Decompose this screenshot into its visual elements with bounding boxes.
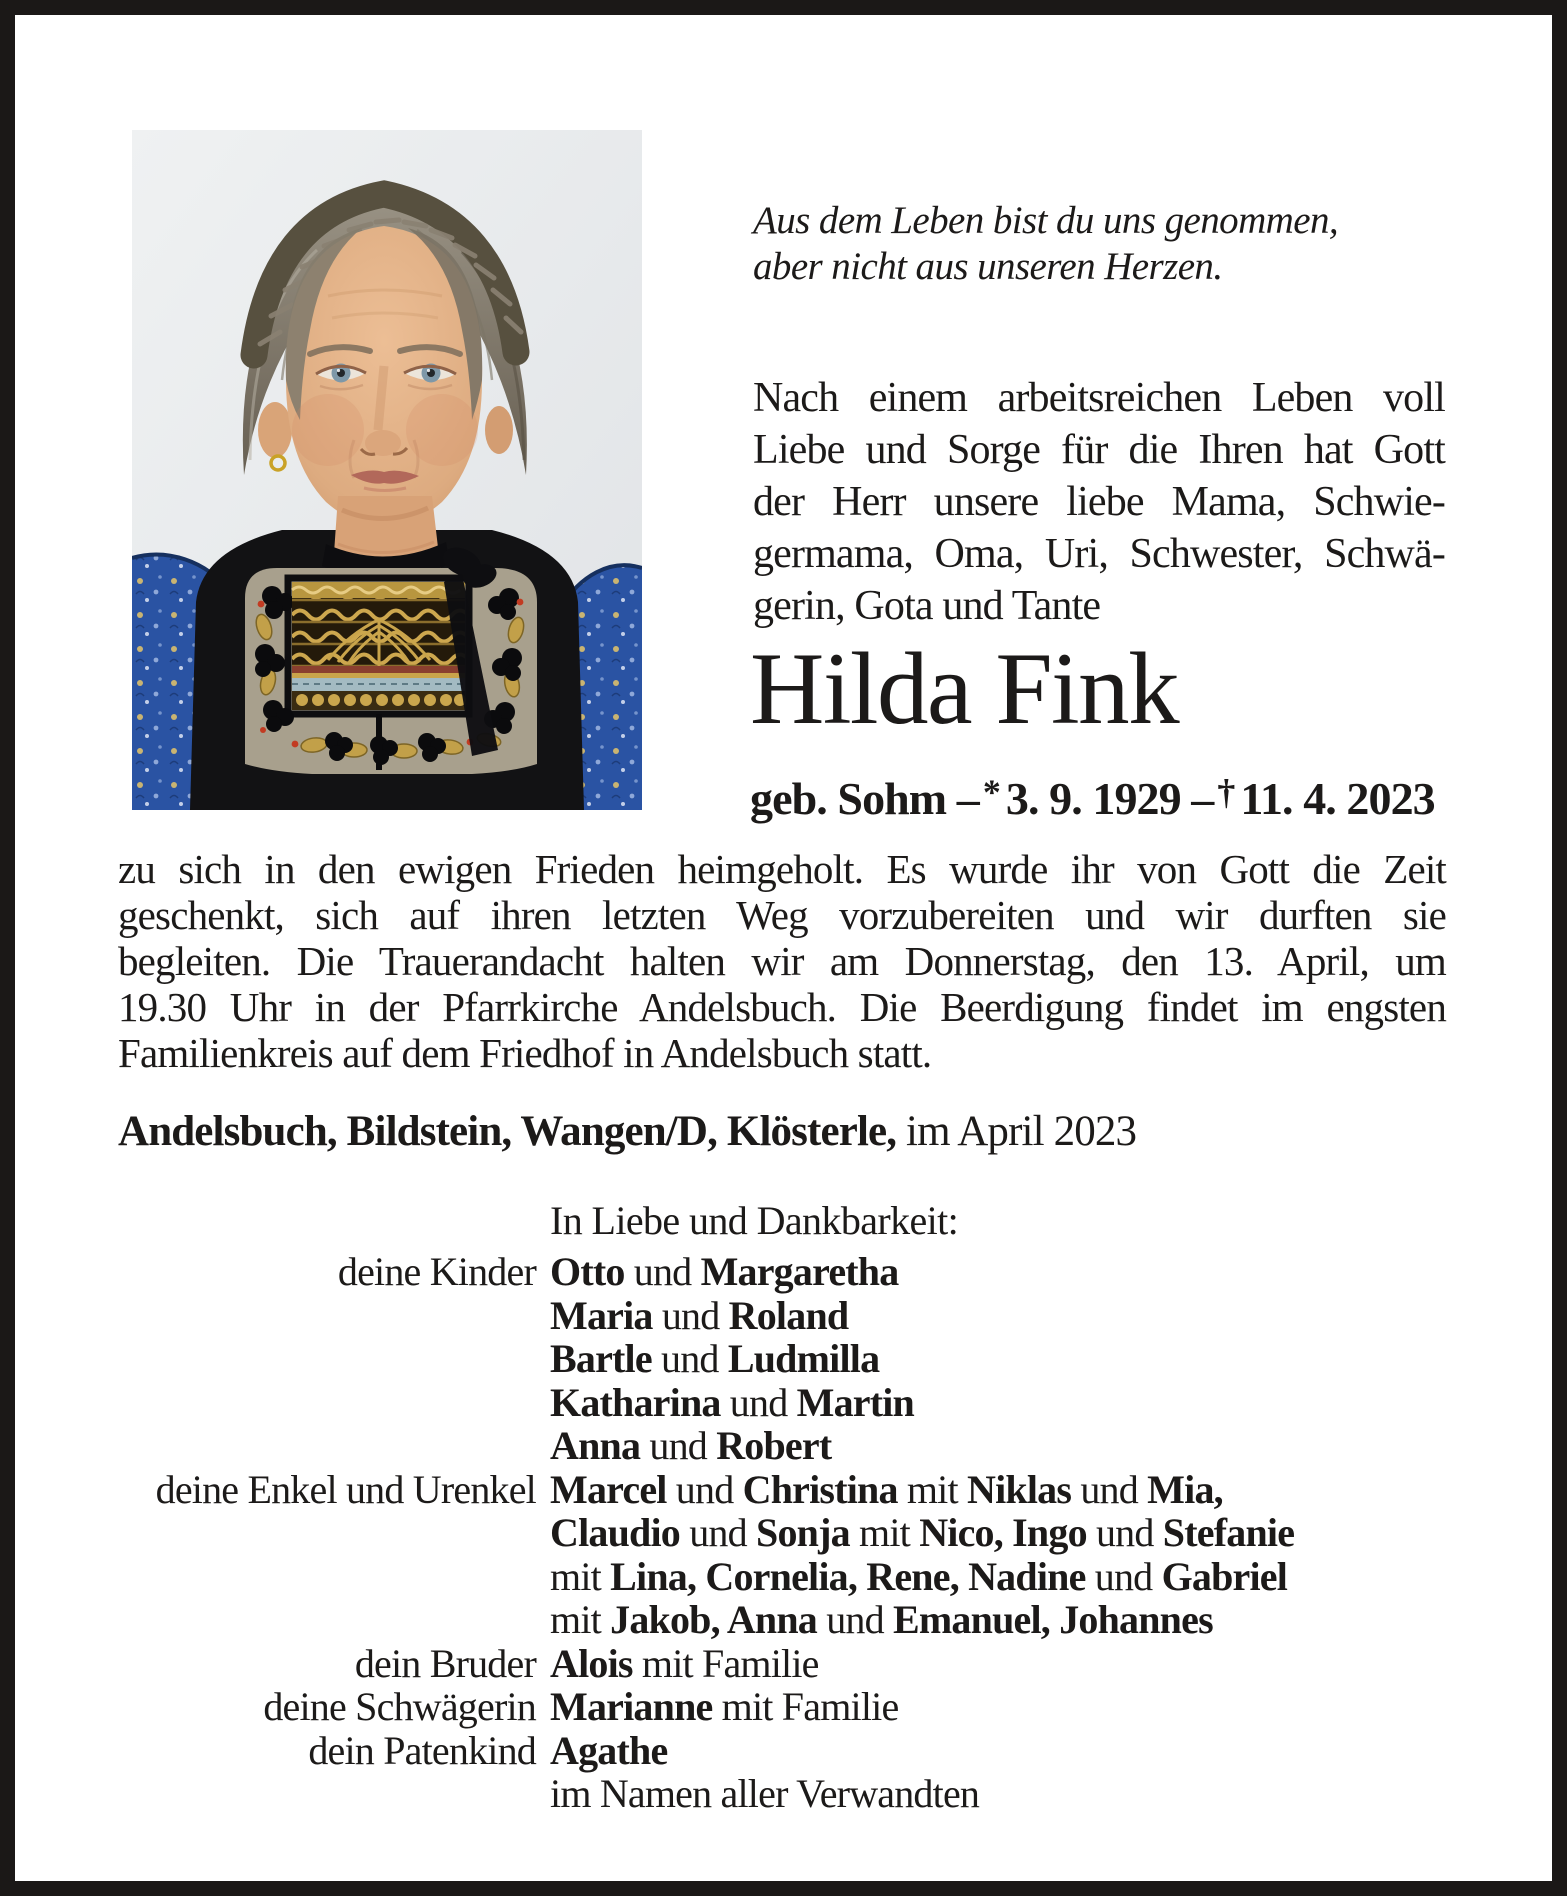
mourner-row (118, 1468, 1488, 1512)
mourners-list (118, 1250, 1488, 1816)
mourner-row (118, 1337, 1488, 1381)
mourner-name: Agathe (550, 1727, 668, 1773)
mourner-relation-label: deine Enkel und Urenkel (155, 1466, 536, 1512)
mourner-names (550, 1598, 1488, 1642)
mourner-name: Niklas (967, 1466, 1072, 1512)
mourner-row (118, 1294, 1488, 1338)
mourner-connector: mit (550, 1597, 611, 1642)
mourner-name: Stefanie (1162, 1510, 1295, 1555)
mourner-name: Martin (796, 1379, 914, 1425)
mourner-connector: und (652, 1292, 729, 1338)
mourner-name: Emanuel, Johannes (893, 1597, 1213, 1642)
mourner-name: Bartle (550, 1336, 652, 1381)
mourner-name: Roland (728, 1292, 849, 1338)
mourner-connector: und (651, 1336, 728, 1381)
text-line: Liebe und Sorge für die Ihren hat Gott (753, 427, 1445, 473)
mourner-name: Christina (742, 1466, 898, 1512)
mourner-name: Marianne (550, 1684, 713, 1729)
mourner-row (118, 1250, 1488, 1294)
birth-star-symbol: * (982, 771, 1000, 812)
mourner-names (550, 1729, 1488, 1773)
mourner-connector: mit Familie (632, 1640, 819, 1686)
mourner-names (550, 1294, 1488, 1338)
mourner-relation-label: dein Patenkind (308, 1727, 536, 1773)
mourner-name: Otto (550, 1249, 625, 1294)
mourner-connector: und (680, 1510, 757, 1555)
mourner-relation-label (118, 1772, 550, 1816)
mourner-row (118, 1555, 1488, 1599)
mourner-connector: mit (897, 1466, 968, 1512)
epitaph-quote (753, 198, 1453, 290)
intro-paragraph (753, 372, 1445, 632)
text-line: gerin, Gota und Tante (753, 583, 1101, 629)
mourner-name: Marcel (550, 1466, 667, 1512)
mourner-row (118, 1772, 1488, 1816)
mourner-names (550, 1250, 1488, 1294)
mourner-connector: und (1071, 1466, 1148, 1512)
mourner-connector: und (1085, 1553, 1162, 1599)
mourner-names (550, 1772, 1488, 1816)
mourner-row (118, 1424, 1488, 1468)
mourner-relation-label (118, 1381, 550, 1425)
gratitude-line: In Liebe und Dankbarkeit: (550, 1198, 959, 1243)
mourner-connector: und (666, 1466, 743, 1512)
mourner-name: Robert (716, 1423, 832, 1468)
mourner-names (550, 1381, 1488, 1425)
mourner-relation-label (118, 1294, 550, 1338)
life-dates (750, 772, 1435, 825)
mourner-connector: und (817, 1597, 894, 1642)
mourner-name: Ludmilla (727, 1336, 880, 1381)
text-line: zu sich in den ewigen Frieden heimgeholt. Es wurde ihr von Gott die Zeit (118, 846, 1446, 892)
mourner-name: Alois (550, 1640, 633, 1686)
mourner-connector: und (640, 1423, 717, 1468)
mourner-name: Maria (550, 1292, 653, 1338)
birth-name: geb. Sohm – (750, 773, 979, 824)
announcement-paragraph (118, 846, 1446, 1076)
death-dagger-symbol: † (1217, 771, 1235, 812)
mourner-name: Anna (550, 1423, 641, 1468)
mourner-name: Nico, Ingo (919, 1510, 1087, 1555)
mourner-connector: mit (849, 1510, 920, 1555)
mourner-connector: und (624, 1249, 701, 1294)
text-line: geschenkt, sich auf ihren letzten Weg vorzubereiten und wir durften sie (118, 892, 1446, 938)
mourner-row (118, 1685, 1488, 1729)
mourner-connector: mit (550, 1553, 611, 1599)
death-date: 11. 4. 2023 (1240, 773, 1435, 824)
mourner-row (118, 1511, 1488, 1555)
mourner-row (118, 1598, 1488, 1642)
mourner-name: Jakob, Anna (610, 1597, 818, 1642)
mourner-relation-label (118, 1511, 550, 1555)
mourner-relation-label: deine Kinder (337, 1249, 536, 1294)
mourner-connector: im Namen aller Verwandten (550, 1771, 980, 1816)
mourner-names (550, 1642, 1488, 1686)
obituary-page (15, 15, 1552, 1881)
mourner-row (118, 1729, 1488, 1773)
ear (258, 402, 292, 458)
text-line: 19.30 Uhr in der Pfarrkirche Andelsbuch. Die Beerdigung findet im engsten (118, 984, 1446, 1030)
mourner-names (550, 1685, 1488, 1729)
mourner-relation-label: deine Schwägerin (263, 1684, 536, 1729)
mourner-name: Mia, (1147, 1466, 1223, 1512)
mourner-connector: und (1086, 1510, 1163, 1555)
mourner-relation-label (118, 1555, 550, 1599)
mourner-names (550, 1424, 1488, 1468)
mourner-names (550, 1555, 1488, 1599)
text-line: Aus dem Leben bist du uns genommen, (753, 199, 1339, 242)
places-date: im April 2023 (896, 1108, 1137, 1155)
places-line (118, 1107, 1136, 1156)
portrait-photo (132, 130, 642, 810)
deceased-name: Hilda Fink (750, 632, 1179, 746)
text-line: Familienkreis auf dem Friedhof in Andelsbuch statt. (118, 1030, 932, 1076)
mourner-row (118, 1381, 1488, 1425)
mourner-name: Claudio (550, 1510, 681, 1555)
mourner-names (550, 1337, 1488, 1381)
text-line: begleiten. Die Trauerandacht halten wir am Donnerstag, den 13. April, um (118, 938, 1446, 984)
mourner-name: Sonja (756, 1510, 850, 1555)
mourner-name: Margaretha (700, 1249, 899, 1294)
text-line: germama, Oma, Uri, Schwester, Schwä- (753, 531, 1445, 577)
mourner-row (118, 1642, 1488, 1686)
mourner-relation-label (118, 1598, 550, 1642)
mourner-name: Gabriel (1161, 1553, 1288, 1599)
mourner-relation-label (118, 1337, 550, 1381)
mourner-names (550, 1468, 1488, 1512)
mourner-relation-label (118, 1424, 550, 1468)
mourner-relation-label: dein Bruder (354, 1640, 536, 1686)
text-line: aber nicht aus unseren Herzen. (753, 245, 1223, 288)
mourner-connector: und (720, 1379, 797, 1425)
mourner-names (550, 1511, 1488, 1555)
nose (365, 430, 401, 456)
places-list: Andelsbuch, Bildstein, Wangen/D, Klösterle, (118, 1108, 897, 1155)
mourner-name: Katharina (550, 1379, 721, 1425)
birth-date: 3. 9. 1929 – (1005, 773, 1214, 824)
mourner-connector: mit Familie (712, 1684, 899, 1729)
text-line: der Herr unsere liebe Mama, Schwie- (753, 479, 1445, 525)
text-line: Nach einem arbeitsreichen Leben voll (753, 375, 1445, 421)
mourner-name: Lina, Cornelia, Rene, Nadine (610, 1553, 1086, 1599)
portrait-illustration (132, 130, 642, 810)
